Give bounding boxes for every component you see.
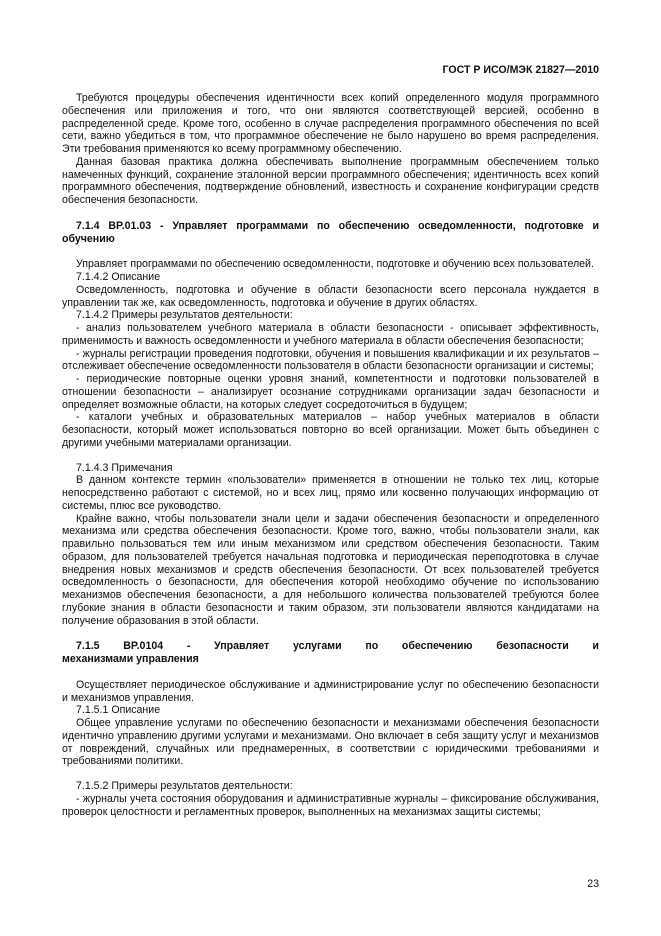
heading-word: по (365, 640, 379, 653)
heading-word: безопасности (496, 640, 569, 653)
paragraph: В данном контексте термин «пользователи» применяется в отношении не только тех лиц, которые непосредственно работают с системой, но и всех лиц, прямо или косвенно получающих информацию от системы, плюс все руководство. (62, 474, 599, 512)
list-item: - журналы учета состояния оборудования и административные журналы – фиксирование обслуживания, проверок целостности и регламентных проверок, выполненных на механизмах защиты системы; (62, 792, 599, 818)
paragraph: Данная базовая практика должна обеспечивать выполнение программным обеспечением только намеченных функций, сохранение эталонной версии программного обеспечения; идентичность всех копий программного обеспечения, подтверждение обновлений, известность и сохранение конфигурации средств обеспечения безопасности. (62, 155, 599, 206)
heading-word: 7.1.5 (76, 640, 100, 653)
list-item: - журналы регистрации проведения подготовки, обучения и повышения квалификации и их результатов – отслеживает обеспечение осведомленности пользователя в области безопасности организации и системы; (62, 347, 599, 373)
subsection-title: 7.1.4.2 Примеры результатов деятельности: (76, 309, 293, 322)
paragraph: Осуществляет периодическое обслуживание и администрирование услуг по обеспечению безопасности и механизмов управления. (62, 678, 599, 704)
heading-word: BP.0104 (123, 640, 164, 653)
heading-word: - (186, 640, 191, 653)
paragraph: Требуются процедуры обеспечения идентичности всех копий определенного модуля программного обеспечения или приложения и того, что они являются соответствующей версией, особенно в распределенной среде. Кроме того, особенно в случае распределения программного обеспечения по всей сети, важно убедиться в том, что программное обеспечение не было нарушено во время распределения. Эти требования применяются ко всему программному обеспечению. (62, 92, 599, 155)
heading-word: услугами (292, 640, 342, 653)
list-item: - периодические повторные оценки уровня знаний, компетентности и подготовки пользователей в отношении безопасности – анализирует осознание сотрудниками организации задач безопасности и определяет возможные области, на которых следует сосредоточиться в будущем; (62, 373, 599, 411)
paragraph: Управляет программами по обеспечению осведомленности, подготовке и обучению всех пользователей. (76, 258, 594, 271)
document-id-header: ГОСТ Р ИСО/МЭК 21827—2010 (442, 64, 599, 76)
list-item: - анализ пользователем учебного материала в области безопасности - описывает эффективность, применимость и важность осведомленности и учебного материала в области обеспечения безопасности; (62, 322, 599, 347)
heading-word: Управляет (214, 640, 270, 653)
subsection-title: 7.1.5.1 Описание (76, 704, 161, 717)
paragraph: Крайне важно, чтобы пользователи знали цели и задачи обеспечения безопасности и определенного механизма или средства обеспечения безопасности. Кроме того, важно, чтобы пользователи знали, как правильно пользоваться тем или иным механизмом или средством обеспечения безопасности. Таким образом, для пользователей требуется начальная подготовка и периодическая переподготовка в случае внедрения новых механизмов и средств обеспечения безопасности. От всех пользователей требуется осведомленность о безопасности, для обеспечения которой необходимо обучение по использованию механизмов обеспечения безопасности, а для небольшого количества пользователей требуются более глубокие знания в области безопасности и таким образом, эти пользователи являются кандидатами на получение образования в этой области. (62, 512, 599, 627)
list-item: - каталоги учебных и образовательных материалов – набор учебных материалов в области безопасности, который может использоваться повторно во всей организации. Может быть объединен с другими учебными материалами организации. (62, 411, 599, 449)
page-content (62, 92, 599, 818)
subsection-title: 7.1.4.2 Описание (76, 271, 161, 283)
heading-word: обеспечению (401, 640, 473, 653)
paragraph: Общее управление услугами по обеспечению безопасности и механизмами обеспечения безопасности идентично управлению другими услугами и механизмами. Оно включает в себя защиту услуг и механизмов от повреждений, случайных или преднамеренных, в соответствии с юридическими требованиями и требованиями политики. (62, 717, 599, 768)
subsection-title: 7.1.5.2 Примеры результатов деятельности: (76, 780, 293, 792)
section-heading-7-1-5 (62, 640, 599, 653)
subsection-title: 7.1.4.3 Примечания (76, 461, 173, 474)
paragraph: Осведомленность, подготовка и обучение в области безопасности всего персонала нуждается в управлении так же, как осведомленность, подготовка и обучение в других областях. (62, 283, 599, 309)
heading-word: и (592, 640, 599, 653)
section-heading-7-1-4: 7.1.4 BP.01.03 - Управляет программами по обеспечению осведомленности, подготовке и обучению (62, 219, 599, 245)
section-heading-7-1-5-continued: механизмами управления (62, 653, 199, 665)
page-number: 23 (587, 878, 599, 890)
